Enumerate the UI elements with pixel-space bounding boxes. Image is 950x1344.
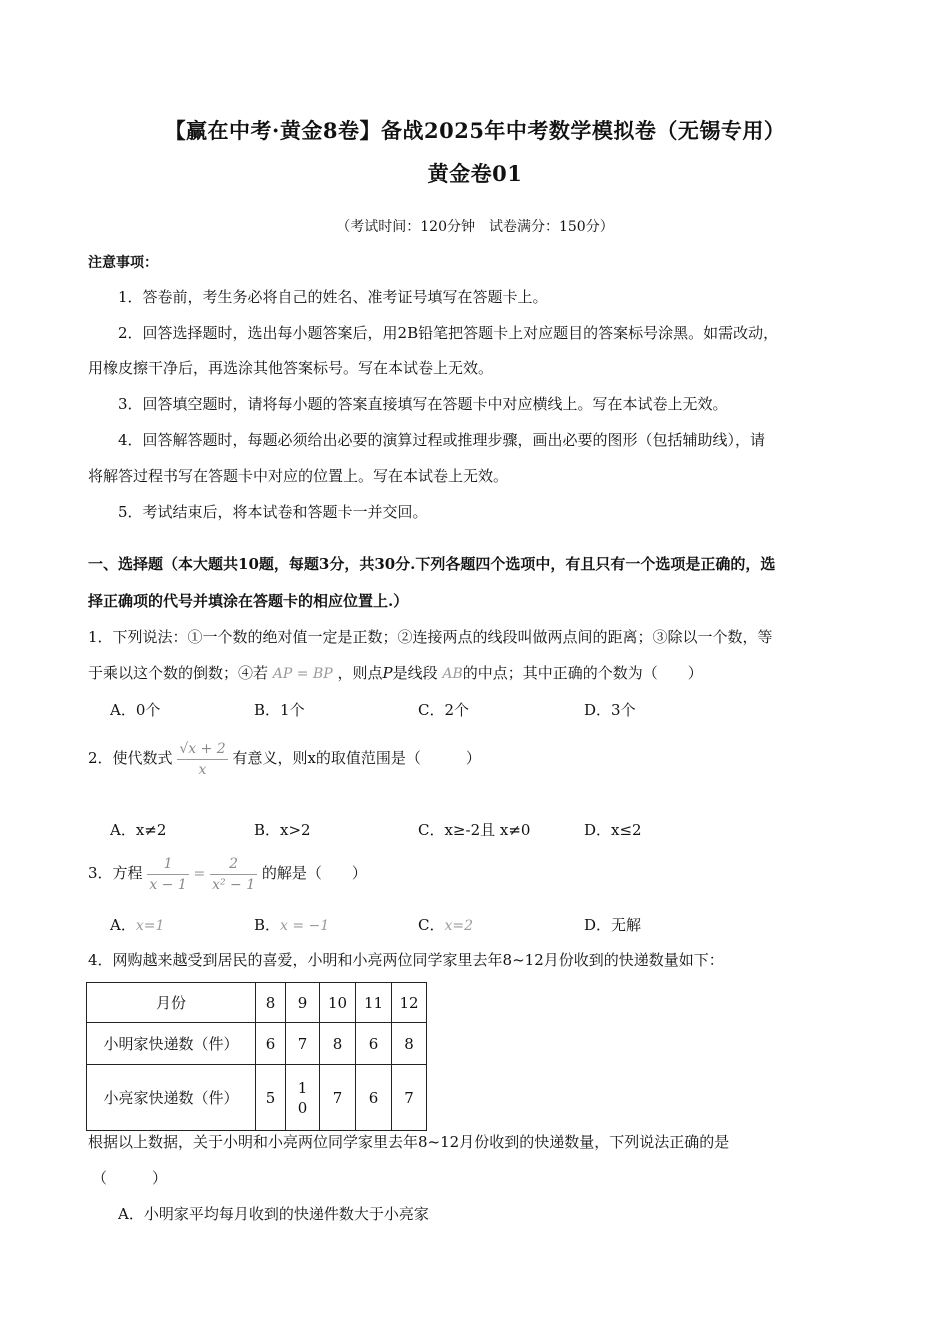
- q1-text-part: 是线段: [392, 664, 438, 682]
- q1-text-part: ，则点: [337, 664, 383, 682]
- note-item: 1．答卷前，考生务必将自己的姓名、准考证号填写在答题卡上。: [118, 288, 548, 306]
- table-cell: 小明家快递数（件）: [87, 1023, 256, 1065]
- table-cell: 7: [286, 1023, 320, 1065]
- wrapped-digit: 1: [297, 1078, 308, 1097]
- table-header-cell: 8: [256, 983, 286, 1023]
- option-label: D．无解: [584, 916, 642, 934]
- delivery-table: [86, 982, 427, 1131]
- exam-title: 【赢在中考·黄金8卷】备战2025年中考数学模拟卷（无锡专用）: [164, 118, 786, 143]
- table-cell: 5: [256, 1065, 286, 1131]
- option-b[interactable]: B．x>2: [254, 821, 311, 839]
- question-1-text-cont: [88, 663, 862, 684]
- exam-info: （考试时间：120分钟 试卷满分：150分）: [336, 219, 614, 235]
- note-item: 将解答过程书写在答题卡中对应的位置上。写在本试卷上无效。: [88, 467, 509, 485]
- question-1-text: 1．下列说法：①一个数的绝对值一定是正数；②连接两点的线段叫做两点间的距离；③除以一个数，等: [88, 628, 773, 646]
- option-label: B．: [254, 916, 281, 934]
- note-item: 3．回答填空题时，请将每小题的答案直接填写在答题卡中对应横线上。写在本试卷上无效。: [118, 395, 728, 413]
- q3-frac2-numerator: 2: [229, 855, 239, 872]
- q2-text-part: 2．使代数式: [88, 749, 173, 767]
- section-heading: 一、选择题（本大题共10题，每题3分，共30分.下列各题四个选项中，有且只有一个选项是正确的，选: [88, 555, 776, 573]
- table-header-cell: 10: [320, 983, 356, 1023]
- option-d[interactable]: D．3个: [584, 701, 636, 719]
- q3-fraction-2: [210, 855, 257, 894]
- table-header-cell: 月份: [87, 983, 256, 1023]
- option-a[interactable]: A．小明家平均每月收到的快递件数大于小亮家: [118, 1205, 429, 1223]
- question-3-text: [88, 850, 862, 896]
- q3-text-part: 3．方程: [88, 864, 143, 882]
- option-d[interactable]: D．x≤2: [584, 821, 642, 839]
- table-cell: 7: [320, 1065, 356, 1131]
- q3-frac1-numerator: 1: [163, 855, 173, 872]
- option-label: C．: [418, 916, 445, 934]
- exam-subtitle: 黄金卷01: [427, 161, 523, 186]
- option-math: x=1: [135, 918, 165, 934]
- option-a[interactable]: A．0个: [110, 701, 161, 719]
- table-row: [87, 1065, 427, 1131]
- table-row: [87, 1023, 427, 1065]
- table-header-cell: 12: [392, 983, 427, 1023]
- question-4-text: 4．网购越来越受到居民的喜爱，小明和小亮两位同学家里去年8~12月份收到的快递数量如下：: [88, 951, 724, 969]
- section-heading-cont: 择正确项的代号并填涂在答题卡的相应位置上.）: [88, 592, 409, 610]
- q3-frac1-denominator: x − 1: [147, 874, 188, 894]
- question-2-text: [88, 736, 862, 780]
- answer-paren: （ ）: [92, 1169, 168, 1187]
- q2-fraction: [177, 740, 227, 779]
- table-cell: 小亮家快递数（件）: [87, 1065, 256, 1131]
- option-a[interactable]: [110, 914, 164, 935]
- q2-frac-numerator: √x + 2: [179, 740, 226, 757]
- q3-fraction-1: [147, 855, 188, 894]
- q1-text-part: 的中点；其中正确的个数为（ ）: [462, 664, 703, 682]
- table-cell: 6: [356, 1023, 392, 1065]
- notes-heading: 注意事项：: [88, 255, 158, 271]
- option-c[interactable]: C．2个: [418, 701, 470, 719]
- table-cell: 7: [392, 1065, 427, 1131]
- option-b[interactable]: [254, 914, 329, 935]
- table-cell: 6: [356, 1065, 392, 1131]
- note-item: 4．回答解答题时，每题必须给出必要的演算过程或推理步骤，画出必要的图形（包括辅助线），请: [118, 431, 766, 449]
- option-math: x=2: [444, 918, 474, 934]
- table-header-cell: 9: [286, 983, 320, 1023]
- table-cell: 8: [320, 1023, 356, 1065]
- table-header-cell: 11: [356, 983, 392, 1023]
- q3-frac2-denominator: x² − 1: [210, 874, 257, 894]
- q2-text-part: 有意义，则x的取值范围是（ ）: [232, 749, 481, 767]
- note-item: 5．考试结束后，将本试卷和答题卡一并交回。: [118, 503, 428, 521]
- q1-math-ab: AB: [442, 666, 463, 682]
- table-header-row: [87, 983, 427, 1023]
- note-item: 用橡皮擦干净后，再选涂其他答案标号。写在本试卷上无效。: [88, 359, 494, 377]
- option-math: x = −1: [280, 918, 330, 934]
- table-cell-wrapped: [286, 1065, 320, 1131]
- option-c[interactable]: [418, 914, 473, 935]
- q3-equals: =: [193, 866, 206, 882]
- q1-text-part: 于乘以这个数的倒数；④若: [88, 664, 269, 682]
- table-cell: 8: [392, 1023, 427, 1065]
- q1-math-ap-bp: AP = BP: [272, 666, 333, 682]
- q3-text-part: 的解是（ ）: [261, 864, 367, 882]
- option-a[interactable]: A．x≠2: [110, 821, 167, 839]
- question-4-text-after: 根据以上数据，关于小明和小亮两位同学家里去年8~12月份收到的快递数量，下列说法正确的是: [88, 1133, 730, 1151]
- option-d[interactable]: [584, 914, 641, 935]
- table-cell: 6: [256, 1023, 286, 1065]
- q1-point-p: P: [382, 664, 393, 682]
- wrapped-digit: 0: [297, 1098, 308, 1117]
- note-item: 2．回答选择题时，选出每小题答案后，用2B铅笔把答题卡上对应题目的答案标号涂黑。如需改动，: [118, 324, 779, 342]
- option-label: A．: [110, 916, 136, 934]
- option-b[interactable]: B．1个: [254, 701, 305, 719]
- option-c[interactable]: C．x≥-2且 x≠0: [418, 821, 531, 839]
- q2-frac-denominator: x: [177, 759, 227, 779]
